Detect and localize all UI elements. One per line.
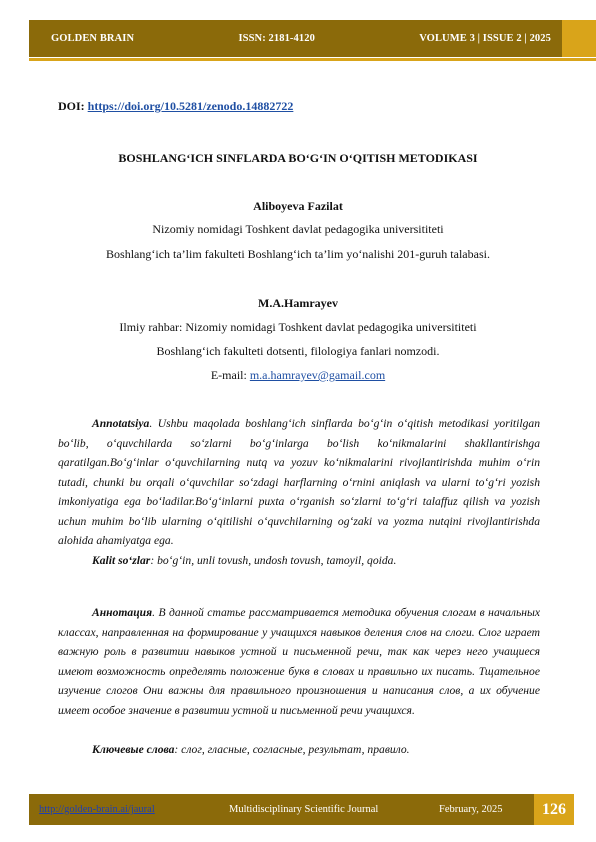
article-title: BOSHLANG‘ICH SINFLARDA BO‘G‘IN O‘QITISH METODIKASI bbox=[118, 151, 478, 165]
doi-label: DOI: bbox=[58, 99, 85, 113]
abstract-uz-label: Annotatsiya bbox=[92, 417, 150, 430]
keywords-uz bbox=[92, 554, 396, 567]
issn: ISSN: 2181-4120 bbox=[238, 33, 315, 44]
journal-footer bbox=[29, 794, 534, 825]
email-label: E-mail: bbox=[210, 368, 247, 382]
author2-email-line bbox=[0, 368, 596, 383]
page-number: 126 bbox=[534, 794, 574, 825]
journal-name: GOLDEN BRAIN bbox=[51, 33, 135, 44]
author2-name: M.A.Hamrayev bbox=[258, 296, 338, 310]
footer-url[interactable]: http://golden-brain.ai/jaural bbox=[39, 804, 155, 815]
doi-line bbox=[58, 99, 293, 114]
keywords-ru bbox=[92, 743, 410, 756]
author1-affiliation2: Boshlang‘ich ta’lim fakulteti Boshlang‘ich ta’lim yo‘nalishi 201-guruh talabasi. bbox=[106, 247, 490, 261]
keywords-uz-text: : bo‘g‘in, unli tovush, undosh tovush, tamoyil, qoida. bbox=[150, 554, 397, 567]
footer-date: February, 2025 bbox=[439, 804, 503, 815]
header-accent bbox=[562, 20, 596, 57]
journal-header bbox=[29, 20, 562, 57]
author1-name: Aliboyeva Fazilat bbox=[253, 199, 343, 213]
abstract-ru bbox=[58, 603, 540, 720]
author2-affiliation2: Boshlang‘ich fakulteti dotsenti, filologiya fanlari nomzodi. bbox=[156, 344, 440, 358]
author2-affiliation1: Ilmiy rahbar: Nizomiy nomidagi Toshkent davlat pedagogika universititeti bbox=[119, 320, 477, 334]
keywords-uz-label: Kalit so‘zlar bbox=[92, 554, 151, 567]
author1-affiliation1: Nizomiy nomidagi Toshkent davlat pedagogika universititeti bbox=[152, 222, 444, 236]
keywords-ru-label: Ключевые слова bbox=[92, 743, 175, 756]
keywords-ru-text: : слог, гласные, согласные, результат, правило. bbox=[174, 743, 410, 756]
abstract-uz bbox=[58, 414, 540, 551]
abstract-uz-text: . Ushbu maqolada boshlang‘ich sinflarda bo‘g‘in o‘qitish metodikasi yoritilgan bo‘lib, o‘quvchilarda so‘zlarni bo‘g‘inlarga bo‘lish ko‘nikmalarini shakllantirishga qaratilgan.Bo‘g‘inlar o‘quvchilarning nutq va yozuv ko‘nikmalarini rivojlantirishda muhim o‘rin tutadi, chunki bu orqali o‘quvchilar so‘zdagi harflarning o‘rnini aniqlash va ularni to‘g‘ri yozish imkoniyatiga ega bo‘ladilar.Bo‘g‘inlarni puxta o‘rganish so‘zlarni to‘g‘ri talaffuz qilish va yozish uchun muhim bo‘lib ularning o‘qitilishi o‘quvchilarning og‘zaki va yozma nutqini rivojlantirishda alohida ahamiyatga ega. bbox=[58, 417, 540, 547]
header-divider bbox=[29, 58, 596, 61]
abstract-ru-label: Аннотация bbox=[92, 606, 153, 619]
volume-issue: VOLUME 3 | ISSUE 2 | 2025 bbox=[419, 33, 551, 44]
email-link[interactable]: m.a.hamrayev@gamail.com bbox=[249, 368, 386, 382]
footer-journal-type: Multidisciplinary Scientific Journal bbox=[229, 804, 379, 815]
abstract-ru-text: . В данной статье рассматривается методика обучения слогам в начальных классах, направленная на формирование у учащихся навыков деления слов на слоги. Слог играет важную роль в развитии навыков устной и письменной речи, так как через него учащиеся имеют возможность определять положение букв в словах и правильно их писать. Тщательное изучение слогов Они важны для правильного произношения и написания слов, а их обучение имеет особое значение в развитии устной и письменной речи учащихся. bbox=[58, 606, 540, 717]
doi-link[interactable]: https://doi.org/10.5281/zenodo.14882722 bbox=[87, 99, 294, 113]
